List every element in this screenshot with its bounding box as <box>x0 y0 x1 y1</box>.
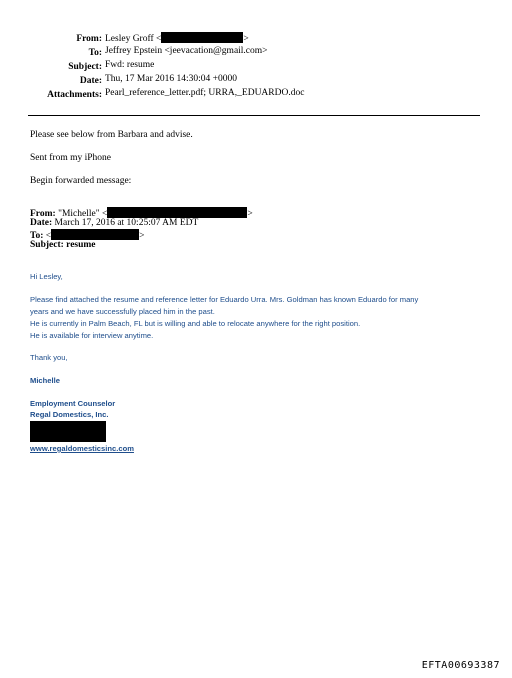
forwarded-from-label: From: <box>30 209 56 219</box>
document-id: EFTA00693387 <box>421 660 500 671</box>
website-link[interactable]: www.regaldomesticsinc.com <box>30 444 134 453</box>
forwarded-date <box>30 218 198 228</box>
redaction-bar <box>107 207 247 218</box>
message-thanks: Thank you, <box>30 353 68 362</box>
signature-redaction-bar <box>30 421 106 442</box>
forwarded-subject <box>30 240 96 250</box>
message-line-3: He is currently in Palm Beach, FL but is willing and able to relocate anywhere for the right position. <box>30 319 361 328</box>
redaction-bar <box>51 229 139 240</box>
body-line-advise: Please see below from Barbara and advise. <box>30 130 193 140</box>
signature-title: Employment Counselor <box>30 399 116 408</box>
forwarded-subject-label: Subject: <box>30 240 64 250</box>
header-divider <box>28 115 480 116</box>
forwarded-to-suffix: > <box>139 231 145 241</box>
forwarded-to-prefix: < <box>45 231 52 241</box>
from-label: From: <box>76 34 102 44</box>
signature-website-row <box>30 444 470 453</box>
forwarded-from-prefix: "Michelle" < <box>58 209 108 219</box>
from-value-prefix: Lesley Groff < <box>105 34 162 44</box>
message-line-1: Please find attached the resume and reference letter for Eduardo Urra. Mrs. Goldman has known Eduardo for many <box>30 295 419 304</box>
attachments-value[interactable]: Pearl_reference_letter.pdf; URRA,_EDUARDO.doc <box>105 88 305 98</box>
signature-name: Michelle <box>30 376 60 385</box>
message-line-2: years and we have successfully placed him in the past. <box>30 307 215 316</box>
forwarded-date-label: Date: <box>30 218 53 228</box>
subject-value: Fwd: resume <box>105 60 155 70</box>
date-label: Date: <box>79 76 102 86</box>
date-value: Thu, 17 Mar 2016 14:30:04 +0000 <box>105 74 238 84</box>
message-line-4: He is available for interview anytime. <box>30 331 154 340</box>
forwarded-subject-value: resume <box>66 240 96 250</box>
to-value: Jeffrey Epstein <jeevacation@gmail.com> <box>105 46 268 56</box>
body-line-forwarded: Begin forwarded message: <box>30 176 132 186</box>
subject-label: Subject: <box>68 62 102 72</box>
attachments-label: Attachments: <box>47 90 102 100</box>
body-line-sent-from: Sent from my iPhone <box>30 153 112 163</box>
redaction-bar <box>161 32 243 43</box>
signature-company: Regal Domestics, Inc. <box>30 410 109 419</box>
message-greeting: Hi Lesley, <box>30 272 63 281</box>
from-value-suffix: > <box>243 34 249 44</box>
from-value <box>105 32 249 44</box>
forwarded-to-label: To: <box>30 231 44 241</box>
forwarded-date-value: March 17, 2016 at 10:25:07 AM EDT <box>54 218 199 228</box>
forwarded-from-suffix: > <box>247 209 253 219</box>
to-label: To: <box>88 48 102 58</box>
